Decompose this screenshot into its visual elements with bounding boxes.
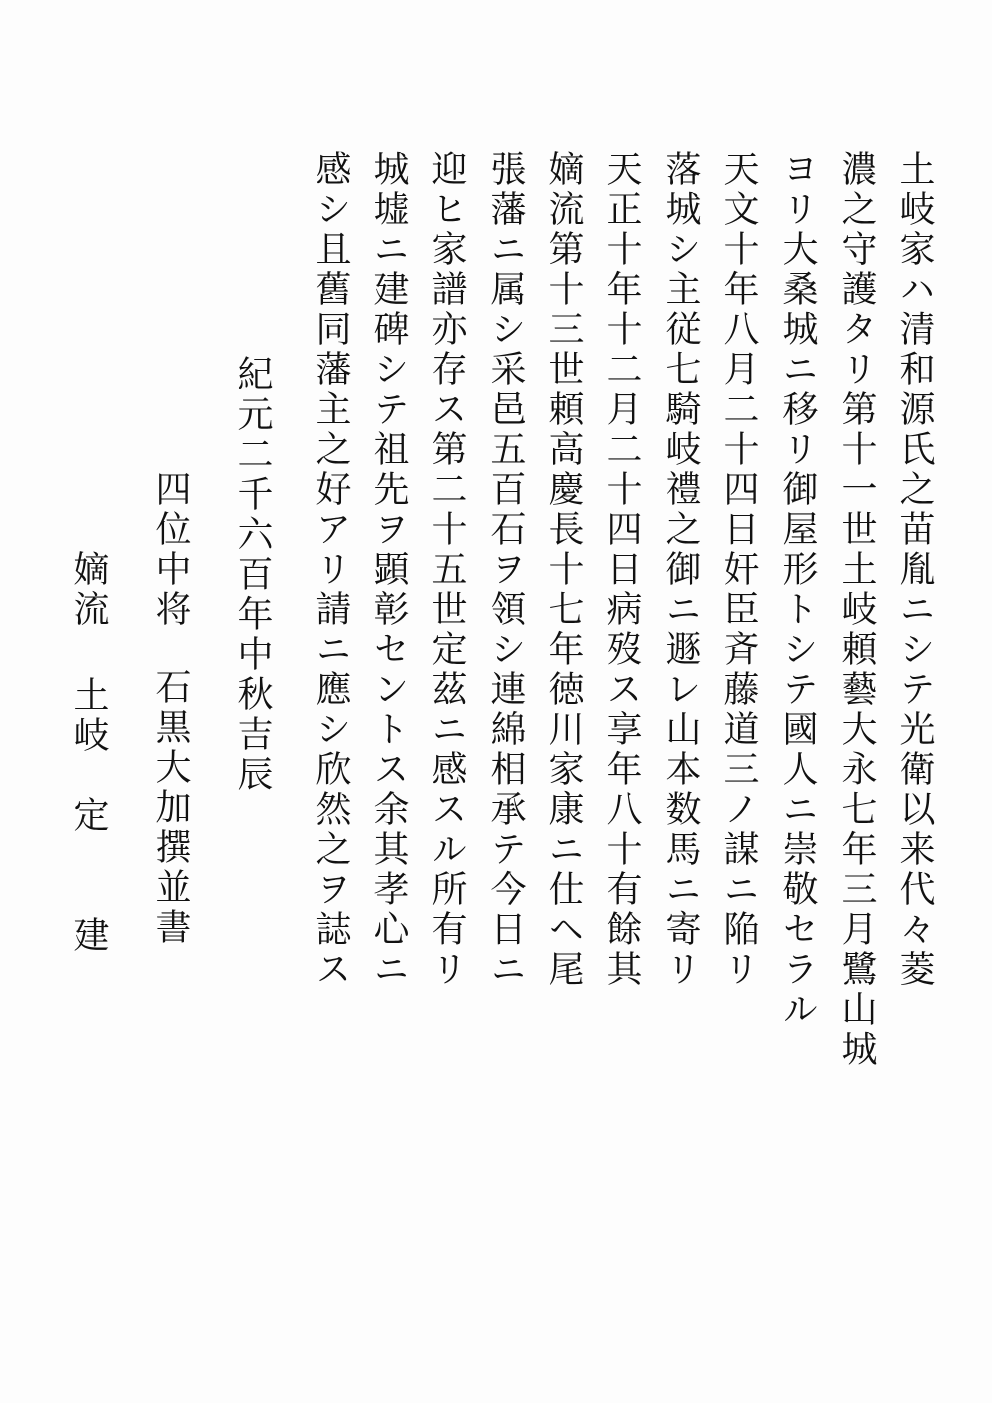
author-rank: 四位中将 xyxy=(150,470,191,630)
author-name: 石黒大加撰並書 xyxy=(150,668,191,948)
body-line-1: 土岐家ハ清和源氏之苗胤ニシテ光衛以来代々菱 xyxy=(894,150,935,990)
body-line-7: 嫡流第十三世頼高慶長十七年徳川家康ニ仕ヘ尾 xyxy=(543,150,584,990)
builder-given-first: 定 xyxy=(68,796,109,836)
body-line-6: 天正十年十二月二十四日病歿ス享年八十有餘其 xyxy=(601,150,642,990)
builder-surname: 土岐 xyxy=(68,676,109,756)
body-line-11: 感シ且舊同藩主之好アリ請ニ應シ欣然之ヲ誌ス xyxy=(310,150,351,990)
body-line-8: 張藩ニ属シ采邑五百石ヲ領シ連綿相承テ今日ニ xyxy=(485,150,526,990)
body-line-10: 城墟ニ建碑シテ祖先ヲ顕彰セントス余其孝心ニ xyxy=(368,150,409,990)
body-line-4: 天文十年八月二十四日奸臣斉藤道三ノ謀ニ陥リ xyxy=(718,150,759,990)
builder-given-second: 建 xyxy=(68,916,109,956)
body-line-9: 迎ヒ家譜亦存ス第二十五世定茲ニ感スル所有リ xyxy=(426,150,467,990)
body-line-2: 濃之守護タリ第十一世土岐頼藝大永七年三月鷺山城 xyxy=(836,150,877,1070)
builder-lineage: 嫡流 xyxy=(68,550,109,630)
body-line-3: ヨリ大桑城ニ移リ御屋形トシテ國人ニ崇敬セラル xyxy=(777,150,818,1030)
date-line: 紀元二千六百年中秋吉辰 xyxy=(232,355,273,795)
body-line-5: 落城シ主従七騎岐禮之御ニ遯レ山本数馬ニ寄リ xyxy=(660,150,701,990)
